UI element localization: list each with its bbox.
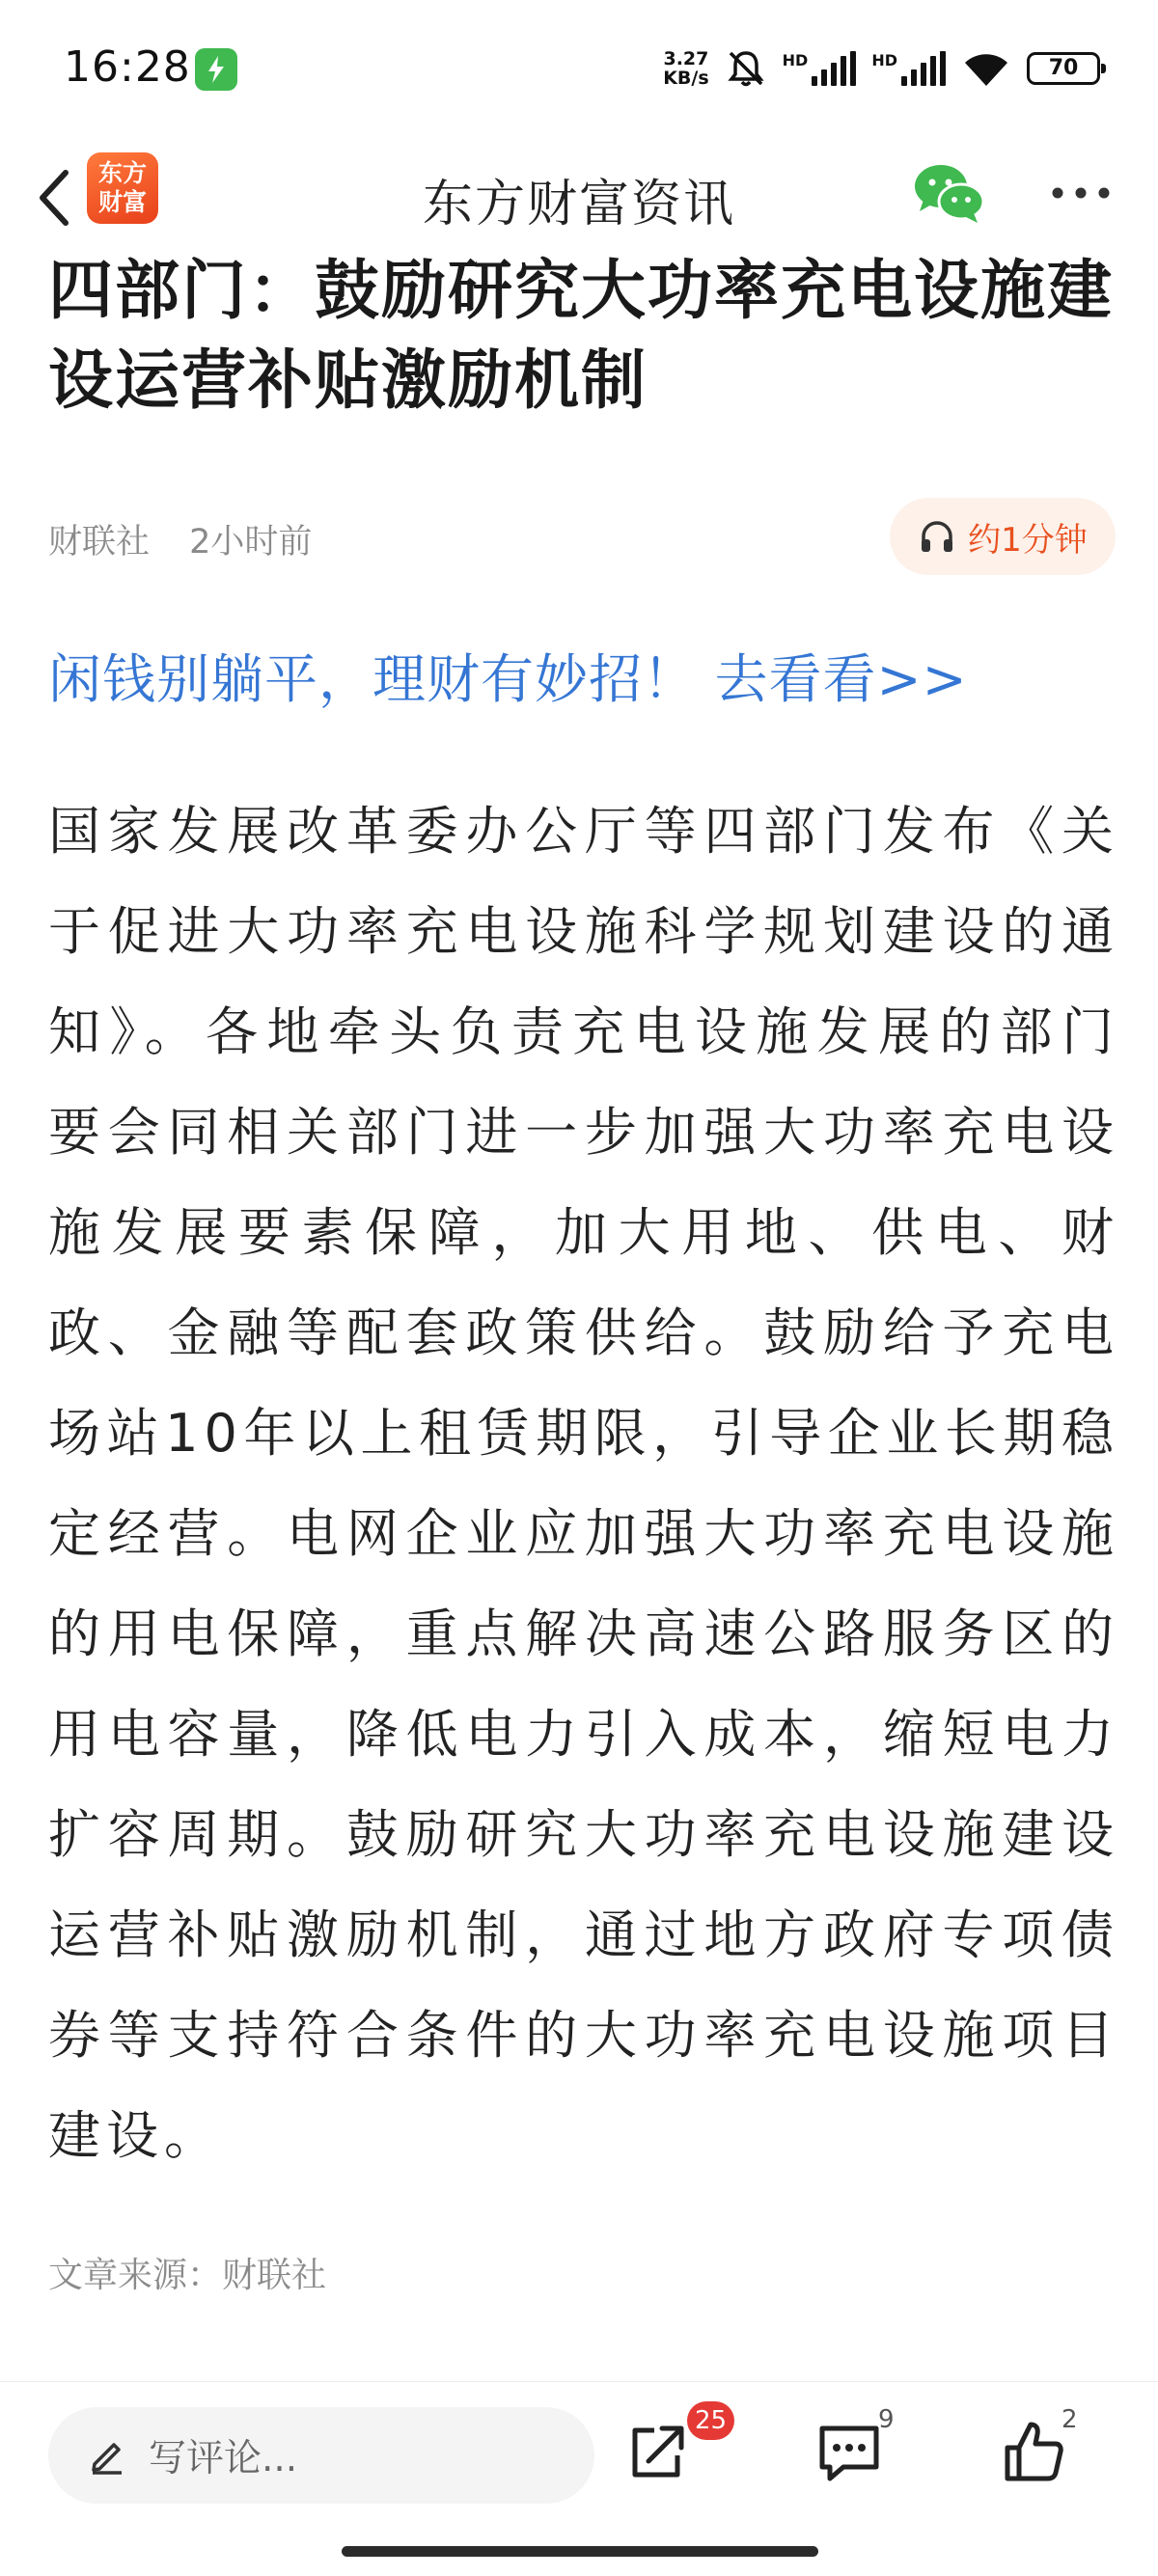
hd-label: HD [871,51,897,69]
more-icon [1042,159,1119,227]
article-meta [48,515,312,563]
share-count-badge: 25 [687,2401,734,2440]
wifi-icon [961,49,1011,88]
article-time: 2小时前 [189,523,313,562]
hd-label: HD [782,51,809,69]
comment-icon [811,2413,888,2490]
article-body: 国家发展改革委办公厅等四部门发布《关于促进大功率充电设施科学规划建设的通知》。各地牵头负责充电设施发展的部门要会同相关部门进一步加强大功率充电设施发展要素保障，加大用地、供电、财政、金融等配套政策供给。鼓励给予充电场站10年以上租赁期限，引导企业长期稳定经营。电网企业应加强大功率充电设施的用电保障，重点解决高速公路服务区的用电容量，降低电力引入成本，缩短电力扩容周期。鼓励研究大功率充电设施建设运营补贴激励机制，通过地方政府专项债券等支持符合条件的大功率充电设施项目建设。 [48,801,1119,2166]
net-speed [663,49,708,88]
listen-button[interactable] [890,498,1116,575]
listen-duration: 约1分钟 [968,520,1088,560]
pencil-icon [87,2435,127,2476]
net-speed-unit: KB/s [663,68,709,89]
mute-bell-icon [725,47,767,90]
home-indicator[interactable] [342,2546,818,2557]
comment-placeholder: 写评论... [149,2437,298,2480]
back-icon [21,159,89,236]
back-button[interactable] [21,159,89,236]
top-nav [0,140,1158,256]
comment-count: 9 [878,2405,895,2434]
headphones-icon [918,517,956,556]
battery-saver-icon [195,48,237,91]
net-speed-value: 3.27 [663,48,709,69]
status-icons [663,42,1100,95]
wechat-share-button[interactable] [912,159,985,227]
page-title: 东方财富资讯 [422,176,735,233]
article-source-footer: 文章来源：财联社 [48,2256,327,2295]
comments-button[interactable] [811,2413,888,2490]
signal-icon [871,51,946,86]
status-time: 16:28 [64,42,191,92]
promo-link[interactable]: 闲钱别躺平，理财有妙招！ 去看看>> [48,648,968,710]
bottom-action-bar [0,2381,1158,2576]
signal-icon [783,51,857,86]
battery-icon: 70 [1027,52,1100,85]
comment-input[interactable] [48,2407,594,2504]
logo-line-2: 财富 [97,188,147,216]
share-icon [620,2413,697,2490]
app-logo [87,152,158,224]
more-button[interactable] [1042,159,1119,227]
share-button[interactable] [620,2413,697,2490]
article-headline: 四部门：鼓励研究大功率充电设施建设运营补贴激励机制 [48,253,1114,418]
status-bar [0,0,1158,140]
logo-line-1: 东方 [97,159,147,187]
article-source: 财联社 [48,523,151,562]
like-count: 2 [1062,2405,1078,2434]
wechat-icon [912,159,985,227]
